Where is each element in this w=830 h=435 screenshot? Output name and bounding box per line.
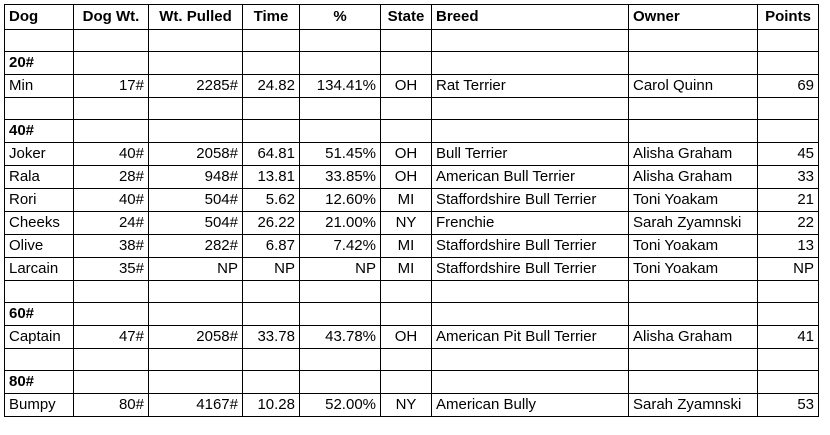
empty-cell [74, 30, 149, 52]
owner-cell: Carol Quinn [629, 75, 758, 98]
dog-name-cell: Rori [5, 189, 74, 212]
empty-cell [149, 371, 243, 394]
breed-cell: Staffordshire Bull Terrier [432, 258, 629, 281]
results-table-container [4, 4, 819, 417]
weight-class-row [5, 52, 819, 75]
time-cell: 26.22 [243, 212, 300, 235]
weight-class-label: 60# [5, 303, 74, 326]
empty-cell [243, 281, 300, 303]
empty-cell [432, 52, 629, 75]
empty-cell [381, 30, 432, 52]
empty-cell [300, 349, 381, 371]
owner-cell: Alisha Graham [629, 326, 758, 349]
state-cell: OH [381, 166, 432, 189]
dog-weight-cell: 24# [74, 212, 149, 235]
state-cell: OH [381, 143, 432, 166]
empty-cell [629, 120, 758, 143]
owner-cell: Toni Yoakam [629, 189, 758, 212]
empty-cell [758, 98, 819, 120]
points-cell: 22 [758, 212, 819, 235]
empty-cell [243, 30, 300, 52]
empty-cell [381, 281, 432, 303]
empty-cell [5, 281, 74, 303]
percent-cell: 43.78% [300, 326, 381, 349]
empty-cell [149, 120, 243, 143]
dog-weight-cell: 38# [74, 235, 149, 258]
points-cell: 69 [758, 75, 819, 98]
empty-cell [629, 98, 758, 120]
dog-name-cell: Captain [5, 326, 74, 349]
header-dog: Dog [5, 5, 74, 30]
empty-cell [758, 281, 819, 303]
empty-cell [629, 371, 758, 394]
weight-class-label: 40# [5, 120, 74, 143]
weight-pulled-cell: 282# [149, 235, 243, 258]
empty-cell [74, 303, 149, 326]
percent-cell: 12.60% [300, 189, 381, 212]
owner-cell: Toni Yoakam [629, 235, 758, 258]
breed-cell: Bull Terrier [432, 143, 629, 166]
empty-cell [432, 281, 629, 303]
percent-cell: 52.00% [300, 394, 381, 417]
empty-cell [300, 30, 381, 52]
empty-cell [5, 349, 74, 371]
dog-name-cell: Bumpy [5, 394, 74, 417]
table-row [5, 166, 819, 189]
dog-name-cell: Larcain [5, 258, 74, 281]
empty-cell [74, 98, 149, 120]
weight-pulled-cell: 504# [149, 212, 243, 235]
header-points: Points [758, 5, 819, 30]
empty-cell [300, 52, 381, 75]
empty-cell [381, 98, 432, 120]
header-time: Time [243, 5, 300, 30]
empty-cell [74, 281, 149, 303]
empty-cell [758, 371, 819, 394]
percent-cell: 51.45% [300, 143, 381, 166]
points-cell: 45 [758, 143, 819, 166]
empty-cell [300, 371, 381, 394]
empty-cell [149, 349, 243, 371]
owner-cell: Toni Yoakam [629, 258, 758, 281]
breed-cell: Staffordshire Bull Terrier [432, 235, 629, 258]
empty-cell [5, 98, 74, 120]
weight-pulled-cell: NP [149, 258, 243, 281]
weight-pulled-cell: 2285# [149, 75, 243, 98]
table-row [5, 258, 819, 281]
empty-cell [243, 349, 300, 371]
header-row [5, 5, 819, 30]
empty-cell [300, 281, 381, 303]
empty-cell [5, 30, 74, 52]
header-state: State [381, 5, 432, 30]
table-row [5, 143, 819, 166]
empty-cell [758, 349, 819, 371]
empty-cell [381, 303, 432, 326]
time-cell: 64.81 [243, 143, 300, 166]
owner-cell: Alisha Graham [629, 166, 758, 189]
spacer-row [5, 98, 819, 120]
empty-cell [381, 120, 432, 143]
empty-cell [243, 371, 300, 394]
state-cell: MI [381, 235, 432, 258]
empty-cell [74, 371, 149, 394]
empty-cell [629, 281, 758, 303]
weight-class-row [5, 120, 819, 143]
empty-cell [149, 30, 243, 52]
header-dog-weight: Dog Wt. [74, 5, 149, 30]
dog-name-cell: Rala [5, 166, 74, 189]
weight-class-label: 20# [5, 52, 74, 75]
points-cell: 21 [758, 189, 819, 212]
empty-cell [243, 52, 300, 75]
empty-cell [300, 120, 381, 143]
empty-cell [300, 303, 381, 326]
empty-cell [74, 120, 149, 143]
results-table-body [5, 5, 819, 417]
results-table [4, 4, 819, 417]
table-row [5, 235, 819, 258]
points-cell: 41 [758, 326, 819, 349]
dog-name-cell: Min [5, 75, 74, 98]
empty-cell [243, 98, 300, 120]
state-cell: MI [381, 189, 432, 212]
empty-cell [149, 98, 243, 120]
dog-weight-cell: 80# [74, 394, 149, 417]
percent-cell: 7.42% [300, 235, 381, 258]
state-cell: MI [381, 258, 432, 281]
empty-cell [432, 120, 629, 143]
table-row [5, 326, 819, 349]
weight-class-row [5, 303, 819, 326]
breed-cell: American Bully [432, 394, 629, 417]
table-row [5, 212, 819, 235]
spacer-row [5, 349, 819, 371]
spacer-row [5, 281, 819, 303]
table-row [5, 75, 819, 98]
state-cell: NY [381, 212, 432, 235]
dog-weight-cell: 28# [74, 166, 149, 189]
weight-pulled-cell: 2058# [149, 326, 243, 349]
points-cell: NP [758, 258, 819, 281]
percent-cell: 21.00% [300, 212, 381, 235]
empty-cell [629, 52, 758, 75]
table-row [5, 394, 819, 417]
empty-cell [758, 120, 819, 143]
dog-weight-cell: 47# [74, 326, 149, 349]
breed-cell: American Pit Bull Terrier [432, 326, 629, 349]
empty-cell [381, 349, 432, 371]
points-cell: 13 [758, 235, 819, 258]
time-cell: 13.81 [243, 166, 300, 189]
weight-pulled-cell: 2058# [149, 143, 243, 166]
empty-cell [381, 52, 432, 75]
empty-cell [243, 120, 300, 143]
points-cell: 33 [758, 166, 819, 189]
weight-pulled-cell: 948# [149, 166, 243, 189]
empty-cell [432, 98, 629, 120]
breed-cell: American Bull Terrier [432, 166, 629, 189]
empty-cell [432, 371, 629, 394]
state-cell: NY [381, 394, 432, 417]
empty-cell [758, 303, 819, 326]
weight-class-label: 80# [5, 371, 74, 394]
empty-cell [629, 30, 758, 52]
owner-cell: Alisha Graham [629, 143, 758, 166]
percent-cell: 33.85% [300, 166, 381, 189]
owner-cell: Sarah Zyamnski [629, 212, 758, 235]
empty-cell [243, 303, 300, 326]
header-percent: % [300, 5, 381, 30]
time-cell: NP [243, 258, 300, 281]
dog-weight-cell: 17# [74, 75, 149, 98]
empty-cell [74, 349, 149, 371]
empty-cell [758, 52, 819, 75]
empty-cell [758, 30, 819, 52]
time-cell: 24.82 [243, 75, 300, 98]
owner-cell: Sarah Zyamnski [629, 394, 758, 417]
empty-cell [629, 303, 758, 326]
state-cell: OH [381, 75, 432, 98]
weight-class-row [5, 371, 819, 394]
dog-name-cell: Joker [5, 143, 74, 166]
empty-cell [432, 303, 629, 326]
percent-cell: 134.41% [300, 75, 381, 98]
dog-weight-cell: 40# [74, 143, 149, 166]
empty-cell [149, 52, 243, 75]
empty-cell [149, 303, 243, 326]
dog-name-cell: Olive [5, 235, 74, 258]
breed-cell: Frenchie [432, 212, 629, 235]
header-owner: Owner [629, 5, 758, 30]
empty-cell [74, 52, 149, 75]
breed-cell: Rat Terrier [432, 75, 629, 98]
time-cell: 10.28 [243, 394, 300, 417]
dog-name-cell: Cheeks [5, 212, 74, 235]
empty-cell [432, 349, 629, 371]
breed-cell: Staffordshire Bull Terrier [432, 189, 629, 212]
empty-cell [381, 371, 432, 394]
weight-pulled-cell: 4167# [149, 394, 243, 417]
state-cell: OH [381, 326, 432, 349]
time-cell: 33.78 [243, 326, 300, 349]
empty-cell [300, 98, 381, 120]
dog-weight-cell: 40# [74, 189, 149, 212]
header-breed: Breed [432, 5, 629, 30]
weight-pulled-cell: 504# [149, 189, 243, 212]
empty-cell [149, 281, 243, 303]
table-row [5, 189, 819, 212]
header-weight-pulled: Wt. Pulled [149, 5, 243, 30]
dog-weight-cell: 35# [74, 258, 149, 281]
time-cell: 5.62 [243, 189, 300, 212]
empty-cell [629, 349, 758, 371]
points-cell: 53 [758, 394, 819, 417]
time-cell: 6.87 [243, 235, 300, 258]
percent-cell: NP [300, 258, 381, 281]
spacer-row [5, 30, 819, 52]
empty-cell [432, 30, 629, 52]
